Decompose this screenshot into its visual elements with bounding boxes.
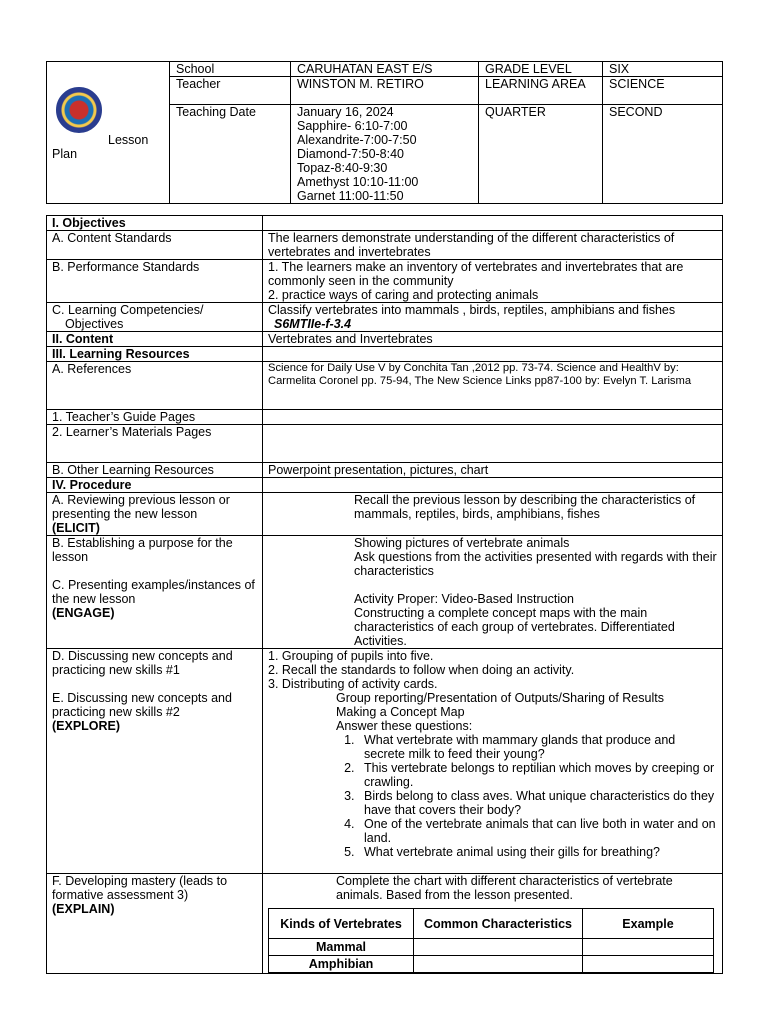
date-line: Sapphire- 6:10-7:00: [297, 119, 408, 133]
header-table: [46, 61, 723, 204]
teachers-guide-label: 1. Teacher’s Guide Pages: [47, 410, 263, 425]
deped-seal-icon: [56, 87, 102, 133]
objectives-empty: [263, 216, 723, 231]
quarter-value: SECOND: [603, 105, 723, 204]
date-line: Amethyst 10:10-11:00: [297, 175, 419, 189]
present-1: Activity Proper: Video-Based Instruction: [354, 592, 575, 606]
review-value: Recall the previous lesson by describing the characteristics of mammals, reptiles, birds, amphibians, fishes: [263, 493, 723, 536]
discuss-map: Making a Concept Map: [336, 705, 465, 719]
other-resources-value: Powerpoint presentation, pictures, chart: [263, 463, 723, 478]
content-value: Vertebrates and Invertebrates: [263, 332, 723, 347]
procedure-heading: IV. Procedure: [47, 478, 263, 493]
performance-standard-2: 2. practice ways of caring and protecting animals: [268, 288, 539, 302]
references-label: A. References: [47, 362, 263, 410]
lesson-plan-cell: [47, 62, 170, 204]
competencies-label: [47, 303, 263, 332]
chart-header-kinds: Kinds of Vertebrates: [269, 909, 414, 939]
references-value: Science for Daily Use V by Conchita Tan ,2012 pp. 73-74. Science and HealthV by: Carmelita Coronel pp. 75-94, The New Science Links pp87-100 by: Evelyn T. Larisma: [263, 362, 723, 410]
content-standards-value: The learners demonstrate understanding of the different characteristics of vertebrates and invertebrates: [263, 231, 723, 260]
mastery-value: [263, 874, 723, 974]
lesson-table: [46, 215, 723, 974]
question-item: 2. This vertebrate belongs to reptilian which moves by creeping or crawling.: [358, 761, 717, 789]
discuss-value: [263, 649, 723, 874]
performance-standards-label: B. Performance Standards: [47, 260, 263, 303]
discuss-report: Group reporting/Presentation of Outputs/Sharing of Results: [336, 691, 664, 705]
date-value: [291, 105, 479, 204]
question-item: 4. One of the vertebrate animals that can live both in water and on land.: [358, 817, 717, 845]
competencies-label-1: C. Learning Competencies/: [52, 303, 204, 317]
present-2: Constructing a complete concept maps with the main characteristics of each group of vertebrates. Differentiated Activities.: [354, 606, 675, 648]
discuss-answer: Answer these questions:: [336, 719, 473, 733]
competencies-label-2: Objectives: [65, 317, 124, 331]
elicit-tag: (ELICIT): [52, 521, 100, 535]
date-line: January 16, 2024: [297, 105, 394, 119]
date-line: Garnet 11:00-11:50: [297, 189, 404, 203]
area-label: LEARNING AREA: [479, 77, 603, 105]
discuss-1-label: D. Discussing new concepts and practicing new skills #1: [52, 649, 233, 677]
school-label: School: [170, 62, 291, 77]
school-value: CARUHATAN EAST E/S: [291, 62, 479, 77]
discuss-label: [47, 649, 263, 874]
questions-list: [268, 733, 717, 859]
area-value: SCIENCE: [603, 77, 723, 105]
quarter-label: QUARTER: [479, 105, 603, 204]
question-item: 3. Birds belong to class aves. What unique characteristics do they have that covers their body?: [358, 789, 717, 817]
learners-materials-value: [263, 425, 723, 463]
present-label: C. Presenting examples/instances of the new lesson: [52, 578, 255, 606]
competencies-value: [263, 303, 723, 332]
chart-header-example: Example: [583, 909, 714, 939]
explain-tag: (EXPLAIN): [52, 902, 115, 916]
content-standards-label: A. Content Standards: [47, 231, 263, 260]
discuss-2-label: E. Discussing new concepts and practicing new skills #2: [52, 691, 232, 719]
discuss-step: 2. Recall the standards to follow when doing an activity.: [268, 663, 575, 677]
review-label: [47, 493, 263, 536]
date-label: Teaching Date: [170, 105, 291, 204]
lesson-plan-title: Lesson: [108, 133, 149, 147]
date-line: Topaz-8:40-9:30: [297, 161, 388, 175]
competency-code: S6MTIIe-f-3.4: [274, 317, 352, 331]
teacher-value: WINSTON M. RETIRO: [291, 77, 479, 105]
purpose-present-value: [263, 536, 723, 649]
chart-cell: [583, 939, 714, 956]
resources-empty: [263, 347, 723, 362]
question-item: 1. What vertebrate with mammary glands that produce and secrete milk to feed their young?: [358, 733, 717, 761]
grade-value: SIX: [603, 62, 723, 77]
teachers-guide-value: [263, 410, 723, 425]
purpose-label: B. Establishing a purpose for the lesson: [52, 536, 233, 564]
chart-cell: [583, 956, 714, 973]
objectives-heading: I. Objectives: [47, 216, 263, 231]
teacher-label: Teacher: [170, 77, 291, 105]
vertebrates-chart: [268, 908, 714, 973]
resources-heading: III. Learning Resources: [47, 347, 263, 362]
other-resources-label: B. Other Learning Resources: [47, 463, 263, 478]
discuss-step: 3. Distributing of activity cards.: [268, 677, 438, 691]
content-heading: II. Content: [47, 332, 263, 347]
chart-row-amphibian: Amphibian: [269, 956, 414, 973]
review-text: A. Reviewing previous lesson or presenting the new lesson: [52, 493, 230, 521]
discuss-step: 1. Grouping of pupils into five.: [268, 649, 434, 663]
procedure-empty: [263, 478, 723, 493]
performance-standard-1: 1. The learners make an inventory of vertebrates and invertebrates that are commonly seen in the community: [268, 260, 684, 288]
explore-tag: (EXPLORE): [52, 719, 121, 733]
mastery-label: [47, 874, 263, 974]
question-item: 5. What vertebrate animal using their gills for breathing?: [358, 845, 717, 859]
chart-cell: [414, 939, 583, 956]
grade-label: GRADE LEVEL: [479, 62, 603, 77]
chart-cell: [414, 956, 583, 973]
mastery-text: F. Developing mastery (leads to formative assessment 3): [52, 874, 228, 902]
engage-tag: (ENGAGE): [52, 606, 115, 620]
chart-row-mammal: Mammal: [269, 939, 414, 956]
mastery-instruction: Complete the chart with different characteristics of vertebrate animals. Based from the lesson presented.: [336, 874, 673, 902]
purpose-1: Showing pictures of vertebrate animals: [354, 536, 570, 550]
lesson-plan-title-2: Plan: [52, 147, 78, 161]
learners-materials-label: 2. Learner’s Materials Pages: [47, 425, 263, 463]
performance-standards-value: [263, 260, 723, 303]
purpose-present-label: [47, 536, 263, 649]
competencies-text: Classify vertebrates into mammals , birds, reptiles, amphibians and fishes: [268, 303, 676, 317]
date-line: Diamond-7:50-8:40: [297, 147, 405, 161]
purpose-2: Ask questions from the activities presented with regards with their characteristics: [354, 550, 717, 578]
chart-header-characteristics: Common Characteristics: [414, 909, 583, 939]
date-line: Alexandrite-7:00-7:50: [297, 133, 417, 147]
